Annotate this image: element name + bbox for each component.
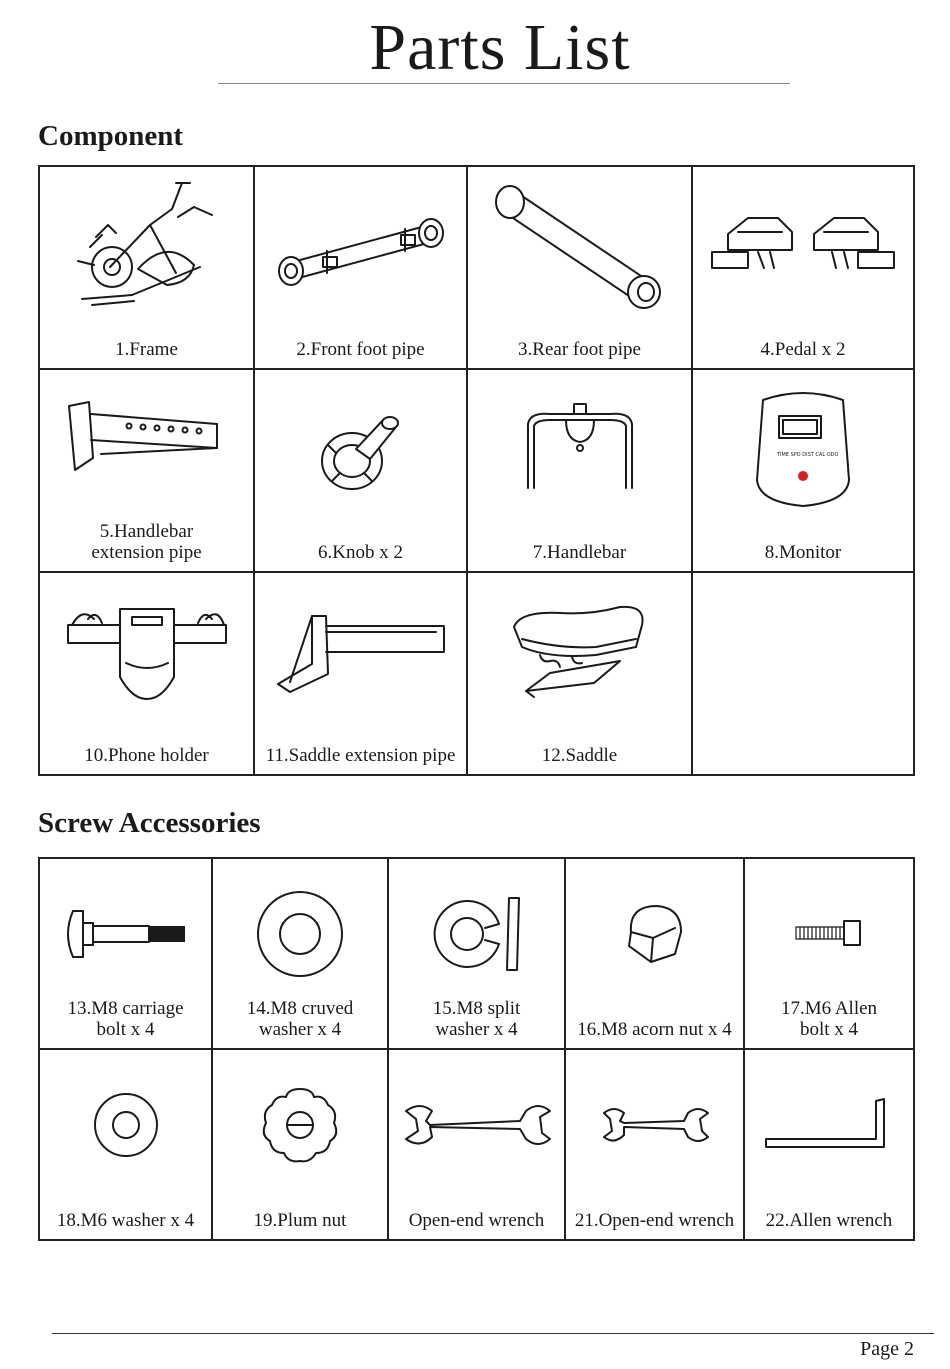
component-label: 8.Monitor — [764, 542, 842, 563]
component-cell-knob — [254, 369, 467, 572]
phone-holder-icon — [62, 603, 232, 703]
screw-label: 16.M8 acorn nut x 4 — [577, 1019, 732, 1040]
screw-label: 17.M6 Allen bolt x 4 — [780, 998, 878, 1040]
handlebar-icon — [520, 400, 640, 500]
component-label: 12.Saddle — [541, 745, 618, 766]
large-open-end-wrench-icon — [402, 1103, 552, 1147]
washer-icon — [91, 1090, 161, 1160]
screw-label: 18.M6 washer x 4 — [56, 1210, 195, 1231]
screw-cell-plum-nut — [212, 1049, 388, 1240]
frame-icon — [72, 177, 222, 317]
component-cell-saddle-extension-pipe — [254, 572, 467, 775]
screw-label: 22.Allen wrench — [765, 1210, 893, 1231]
screw-cell-allen-wrench — [744, 1049, 914, 1240]
component-cell-monitor — [692, 369, 914, 572]
curved-washer-icon — [255, 889, 345, 979]
split-washer-icon — [429, 894, 525, 974]
saddle-extension-pipe-icon — [276, 608, 446, 698]
screw-cell-carriage-bolt — [39, 858, 212, 1049]
component-label: 2.Front foot pipe — [296, 339, 425, 360]
component-cell-handlebar-extension-pipe — [39, 369, 254, 572]
screw-label: 14.M8 cruved washer x 4 — [246, 998, 354, 1040]
screw-cell-split-washer — [388, 858, 565, 1049]
allen-wrench-icon — [764, 1095, 894, 1155]
component-label: 10.Phone holder — [84, 745, 209, 766]
component-cell-frame — [39, 166, 254, 369]
component-label: 5.Handlebar extension pipe — [91, 521, 202, 563]
screw-label: Open-end wrench — [408, 1210, 545, 1231]
screw-label: 19.Plum nut — [253, 1210, 347, 1231]
footer-divider — [52, 1333, 934, 1334]
screw-label: 15.M8 split washer x 4 — [432, 998, 521, 1040]
component-section-heading: Component — [38, 120, 184, 152]
screw-table — [38, 857, 915, 1241]
handlebar-extension-pipe-icon — [67, 400, 227, 480]
component-cell-saddle — [467, 572, 692, 775]
component-cell-rear-foot-pipe — [467, 166, 692, 369]
front-foot-pipe-icon — [271, 207, 451, 287]
monitor-mode-labels: TIME SPD DIST CAL ODO — [777, 452, 839, 458]
screw-cell-allen-bolt — [744, 858, 914, 1049]
rear-foot-pipe-icon — [490, 182, 670, 312]
component-cell-front-foot-pipe — [254, 166, 467, 369]
page-number: Page 2 — [860, 1338, 914, 1360]
carriage-bolt-icon — [63, 909, 189, 959]
screw-label: 21.Open-end wrench — [574, 1210, 735, 1231]
component-cell-handlebar — [467, 369, 692, 572]
component-cell-phone-holder — [39, 572, 254, 775]
component-label: 3.Rear foot pipe — [518, 339, 641, 360]
component-label: 11.Saddle extension pipe — [265, 745, 456, 766]
screw-cell-acorn-nut — [565, 858, 744, 1049]
pedal-icon — [708, 212, 898, 282]
component-table — [38, 165, 915, 776]
component-label: 6.Knob x 2 — [318, 542, 403, 563]
component-cell-pedal — [692, 166, 914, 369]
screw-section-heading: Screw Accessories — [38, 807, 261, 839]
screw-label: 13.M8 carriage bolt x 4 — [67, 998, 184, 1040]
knob-icon — [316, 405, 406, 495]
acorn-nut-icon — [623, 902, 687, 966]
saddle-icon — [510, 603, 650, 703]
screw-cell-washer — [39, 1049, 212, 1240]
screw-cell-large-open-end-wrench — [388, 1049, 565, 1240]
component-cell-empty — [692, 572, 914, 775]
plum-nut-icon — [260, 1085, 340, 1165]
monitor-icon — [753, 390, 853, 510]
page-title: Parts List — [369, 11, 631, 84]
component-label: 4.Pedal x 2 — [760, 339, 846, 360]
small-open-end-wrench-icon — [600, 1105, 710, 1145]
screw-cell-curved-washer — [212, 858, 388, 1049]
component-label: 7.Handlebar — [532, 542, 627, 563]
screw-cell-small-open-end-wrench — [565, 1049, 744, 1240]
monitor-red-button — [798, 471, 808, 481]
component-label: 1.Frame — [115, 339, 178, 360]
title-divider — [218, 83, 790, 84]
allen-bolt-icon — [794, 919, 864, 949]
